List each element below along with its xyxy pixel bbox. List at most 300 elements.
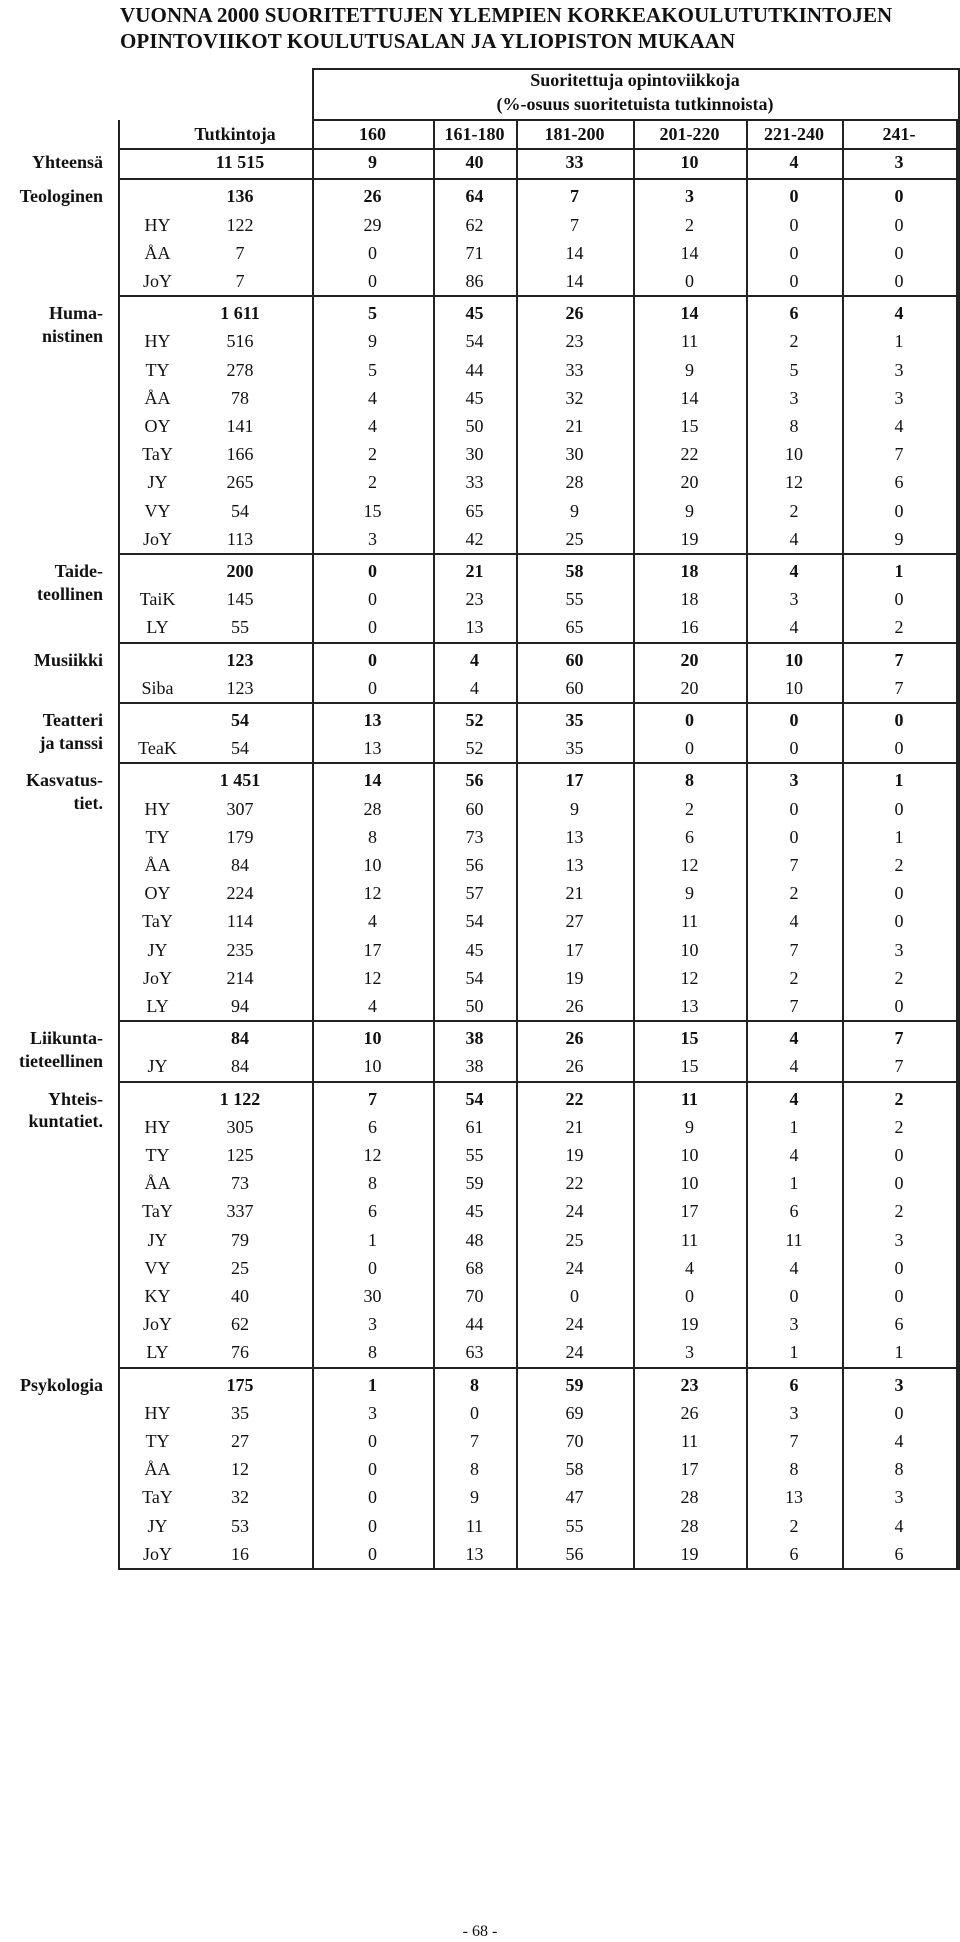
percent-value: 57 xyxy=(465,883,484,904)
university-code: VY xyxy=(144,500,171,521)
percent-value: 5 xyxy=(368,303,377,324)
percent-value: 6 xyxy=(685,826,694,847)
university-code: TaY xyxy=(142,911,173,932)
percent-value: 9 xyxy=(368,331,377,352)
percent-value: 7 xyxy=(789,1431,799,1451)
row-divider xyxy=(118,178,960,180)
percent-value: 10 xyxy=(785,444,803,465)
percent-value: 32 xyxy=(565,387,584,408)
percent-value: 3 xyxy=(368,528,377,549)
percent-value: 0 xyxy=(789,186,799,207)
table-row xyxy=(118,468,958,496)
percent-value: 15 xyxy=(680,416,699,436)
percent-value: 6 xyxy=(894,1543,904,1564)
university-code: ÅA xyxy=(144,1459,171,1480)
page-title xyxy=(120,2,950,54)
university-code: Siba xyxy=(141,677,174,698)
category-total-row xyxy=(118,182,958,210)
percent-value: 8 xyxy=(894,1459,904,1480)
column-divider xyxy=(633,120,635,1568)
percent-value: 0 xyxy=(894,738,904,759)
university-code: TaiK xyxy=(139,589,176,610)
percent-value: 30 xyxy=(465,444,484,465)
table-row xyxy=(118,440,958,468)
percent-value: 7 xyxy=(570,186,579,207)
total-label: Yhteensä xyxy=(32,152,103,173)
row-divider xyxy=(312,68,960,70)
degree-count: 32 xyxy=(231,1487,249,1508)
percent-value: 1 xyxy=(368,1229,377,1250)
row-divider xyxy=(118,295,960,297)
table-row xyxy=(118,1483,958,1511)
percent-value: 20 xyxy=(680,472,699,493)
university-code: LY xyxy=(146,996,169,1016)
university-code: HY xyxy=(144,1402,171,1423)
percent-value: 8 xyxy=(685,770,694,791)
degree-count: 278 xyxy=(226,359,254,380)
percent-value: 10 xyxy=(785,649,803,670)
percent-value: 9 xyxy=(894,528,904,549)
percent-value: 4 xyxy=(470,677,479,698)
university-code: JoY xyxy=(142,528,172,549)
percent-value: 63 xyxy=(465,1342,484,1363)
percent-value: 0 xyxy=(894,214,904,235)
percent-value: 2 xyxy=(789,967,799,988)
percent-value: 1 xyxy=(894,561,904,581)
percent-value: 68 xyxy=(465,1257,484,1278)
percent-value: 2 xyxy=(685,798,694,819)
university-code: TY xyxy=(145,1431,170,1451)
percent-value: 1 xyxy=(789,1116,799,1137)
percent-value: 15 xyxy=(680,1028,699,1049)
row-divider xyxy=(118,148,960,150)
table-row xyxy=(118,267,958,295)
percent-value: 0 xyxy=(685,710,694,730)
category-label: Teologinen xyxy=(19,186,103,207)
percent-value: 4 xyxy=(894,303,904,324)
category-label: Taide- xyxy=(54,561,103,581)
percent-value: 1 xyxy=(789,1342,799,1363)
degree-count: 337 xyxy=(226,1201,254,1222)
table-row xyxy=(118,674,958,702)
percent-value: 4 xyxy=(789,561,799,581)
percent-value: 60 xyxy=(565,649,584,670)
percent-value: 2 xyxy=(894,1116,904,1137)
percent-value: 11 xyxy=(680,911,699,932)
category-total-row xyxy=(118,646,958,674)
percent-value: 15 xyxy=(680,1056,699,1077)
percent-value: 25 xyxy=(565,528,584,549)
university-code: KY xyxy=(144,1286,171,1306)
percent-value: 9 xyxy=(685,359,694,380)
percent-value: 17 xyxy=(565,770,584,791)
percent-value: 22 xyxy=(680,444,699,465)
column-group-subtitle: (%-osuus suoritetuista tutkinnoista) xyxy=(496,94,774,114)
degree-count: 123 xyxy=(226,649,254,670)
percent-value: 55 xyxy=(565,589,584,610)
percent-value: 0 xyxy=(368,242,377,263)
degree-count: 1 451 xyxy=(219,770,261,791)
percent-value: 0 xyxy=(894,1257,904,1278)
table-row xyxy=(118,907,958,935)
percent-value: 28 xyxy=(363,798,382,819)
percent-value: 0 xyxy=(894,911,904,932)
degree-count: 54 xyxy=(231,710,249,730)
percent-value: 13 xyxy=(785,1487,803,1508)
percent-value: 18 xyxy=(680,589,699,610)
category-total-row xyxy=(118,1024,958,1052)
university-code: TY xyxy=(145,359,170,380)
percent-value: 7 xyxy=(789,939,799,960)
percent-value: 58 xyxy=(565,1459,584,1480)
percent-value: 24 xyxy=(565,1257,584,1278)
percent-value: 6 xyxy=(368,1116,377,1137)
percent-value: 2 xyxy=(368,472,377,493)
university-code: LY xyxy=(146,617,169,638)
percent-value: 52 xyxy=(465,738,484,759)
percent-value: 19 xyxy=(680,528,699,549)
percent-value: 0 xyxy=(894,186,904,207)
percent-value: 3 xyxy=(789,589,799,610)
university-code: HY xyxy=(144,1116,171,1137)
percent-value: 3 xyxy=(789,387,799,408)
percent-value: 3 xyxy=(894,359,904,380)
university-code: JoY xyxy=(142,1314,172,1335)
percent-value: 0 xyxy=(894,1402,904,1423)
percent-value: 1 xyxy=(789,1173,799,1194)
category-total-row xyxy=(118,766,958,794)
percent-value: 20 xyxy=(680,649,699,670)
percent-value: 12 xyxy=(680,855,699,875)
percent-value: 0 xyxy=(368,649,377,670)
university-code: OY xyxy=(144,416,171,436)
percent-value: 40 xyxy=(465,152,484,173)
title-line-2: OPINTOVIIKOT KOULUTUSALAN JA YLIOPISTON MUKAAN xyxy=(120,29,736,53)
degree-count: 307 xyxy=(226,798,254,819)
percent-value: 0 xyxy=(789,826,799,847)
percent-value: 17 xyxy=(680,1201,699,1222)
degree-count: 113 xyxy=(226,528,254,549)
column-header: 181-200 xyxy=(544,124,605,144)
percent-value: 0 xyxy=(368,1543,377,1564)
university-code: ÅA xyxy=(144,387,171,408)
percent-value: 70 xyxy=(565,1431,584,1451)
percent-value: 9 xyxy=(368,152,377,173)
percent-value: 19 xyxy=(565,967,584,988)
percent-value: 8 xyxy=(368,1342,377,1363)
page-number: - 68 - xyxy=(462,1923,498,1940)
percent-value: 54 xyxy=(465,1088,484,1109)
degree-count: 166 xyxy=(226,444,254,465)
row-labels xyxy=(0,0,118,1941)
category-label: Huma- xyxy=(49,303,103,324)
percent-value: 1 xyxy=(894,826,904,847)
percent-value: 4 xyxy=(368,911,377,932)
table-row xyxy=(118,734,958,762)
degree-count: 40 xyxy=(231,1286,249,1306)
percent-value: 4 xyxy=(894,1515,904,1536)
percent-value: 45 xyxy=(465,387,484,408)
percent-value: 0 xyxy=(789,271,799,291)
percent-value: 0 xyxy=(685,1286,694,1306)
percent-value: 3 xyxy=(789,770,799,791)
university-code: ÅA xyxy=(144,242,171,263)
percent-value: 0 xyxy=(368,1515,377,1536)
percent-value: 0 xyxy=(789,710,799,730)
percent-value: 7 xyxy=(894,677,904,698)
table-row xyxy=(118,851,958,879)
percent-value: 69 xyxy=(565,1402,584,1423)
degree-count: 62 xyxy=(231,1314,249,1335)
percent-value: 10 xyxy=(363,855,382,875)
percent-value: 26 xyxy=(363,186,382,207)
percent-value: 0 xyxy=(894,589,904,610)
university-code: JoY xyxy=(142,271,172,291)
percent-value: 23 xyxy=(680,1374,699,1395)
percent-value: 3 xyxy=(894,387,904,408)
category-label: Kasvatus- xyxy=(25,770,103,791)
table-row xyxy=(118,1226,958,1254)
degree-count: 54 xyxy=(231,738,249,759)
percent-value: 24 xyxy=(565,1201,584,1222)
university-code: TaY xyxy=(142,444,173,465)
percent-value: 7 xyxy=(894,1028,904,1049)
category-label: Liikunta- xyxy=(29,1028,103,1049)
percent-value: 3 xyxy=(894,1374,904,1395)
total-row xyxy=(118,148,958,176)
column-header: 160 xyxy=(359,124,386,144)
degree-count: 516 xyxy=(226,331,254,352)
table-row xyxy=(118,1455,958,1483)
degree-count: 122 xyxy=(226,214,254,235)
university-code: JoY xyxy=(142,967,172,988)
percent-value: 60 xyxy=(565,677,584,698)
percent-value: 73 xyxy=(465,826,484,847)
degree-count: 179 xyxy=(226,826,254,847)
percent-value: 65 xyxy=(465,500,484,521)
university-code: JY xyxy=(147,1515,168,1536)
percent-value: 70 xyxy=(465,1286,484,1306)
percent-value: 7 xyxy=(570,214,579,235)
percent-value: 2 xyxy=(685,214,694,235)
percent-value: 45 xyxy=(465,303,484,324)
university-code: TY xyxy=(145,1145,170,1165)
percent-value: 7 xyxy=(894,1056,904,1077)
university-code: JY xyxy=(147,472,168,493)
category-total-row xyxy=(118,299,958,327)
percent-value: 21 xyxy=(565,416,584,436)
percent-value: 6 xyxy=(789,1374,799,1395)
degree-count: 114 xyxy=(226,911,254,932)
university-code: JY xyxy=(147,1056,168,1077)
column-header: 201-220 xyxy=(659,124,720,144)
percent-value: 5 xyxy=(789,359,799,380)
university-code: HY xyxy=(144,798,171,819)
percent-value: 0 xyxy=(894,883,904,904)
percent-value: 38 xyxy=(465,1028,484,1049)
percent-value: 0 xyxy=(685,271,694,291)
percent-value: 0 xyxy=(894,500,904,521)
degree-count: 55 xyxy=(231,617,249,638)
percent-value: 56 xyxy=(465,855,484,875)
percent-value: 10 xyxy=(363,1056,382,1077)
percent-value: 1 xyxy=(368,1374,377,1395)
percent-value: 0 xyxy=(368,589,377,610)
percent-value: 0 xyxy=(368,561,377,581)
percent-value: 23 xyxy=(465,589,484,610)
degree-count: 7 xyxy=(235,271,245,291)
percent-value: 13 xyxy=(565,826,584,847)
percent-value: 0 xyxy=(789,1286,799,1306)
university-code: HY xyxy=(144,214,171,235)
table-row xyxy=(118,1540,958,1568)
percent-value: 71 xyxy=(465,242,484,263)
percent-value: 3 xyxy=(894,1487,904,1508)
percent-value: 17 xyxy=(565,939,584,960)
percent-value: 28 xyxy=(680,1487,699,1508)
percent-value: 56 xyxy=(565,1543,584,1564)
degree-count: 54 xyxy=(231,500,249,521)
degree-count: 27 xyxy=(231,1431,249,1451)
percent-value: 0 xyxy=(789,798,799,819)
percent-value: 60 xyxy=(465,798,484,819)
percent-value: 0 xyxy=(685,738,694,759)
percent-value: 20 xyxy=(680,677,699,698)
percent-value: 2 xyxy=(789,331,799,352)
degree-count: 73 xyxy=(231,1173,249,1194)
percent-value: 0 xyxy=(894,710,904,730)
percent-value: 6 xyxy=(894,1314,904,1335)
percent-value: 0 xyxy=(894,996,904,1016)
percent-value: 0 xyxy=(368,271,377,291)
percent-value: 2 xyxy=(368,444,377,465)
category-label: tiet. xyxy=(73,792,103,813)
column-divider xyxy=(746,120,748,1568)
percent-value: 12 xyxy=(363,967,382,988)
percent-value: 33 xyxy=(465,472,484,493)
percent-value: 33 xyxy=(565,152,584,173)
percent-value: 0 xyxy=(789,214,799,235)
percent-value: 24 xyxy=(565,1342,584,1363)
percent-value: 3 xyxy=(368,1314,377,1335)
percent-value: 14 xyxy=(363,770,382,791)
percent-value: 10 xyxy=(680,152,699,173)
percent-value: 8 xyxy=(368,1173,377,1194)
university-code: JY xyxy=(147,1229,168,1250)
percent-value: 1 xyxy=(894,1342,904,1363)
percent-value: 50 xyxy=(465,996,484,1016)
column-header-row xyxy=(118,120,958,148)
table-row xyxy=(118,1052,958,1080)
percent-value: 54 xyxy=(465,911,484,932)
percent-value: 6 xyxy=(789,1543,799,1564)
university-code: LY xyxy=(146,1342,169,1363)
table-row xyxy=(118,964,958,992)
column-divider xyxy=(516,120,518,1568)
percent-value: 1 xyxy=(894,770,904,791)
percent-value: 30 xyxy=(565,444,584,465)
university-code: JoY xyxy=(142,1543,172,1564)
percent-value: 0 xyxy=(894,798,904,819)
percent-value: 0 xyxy=(789,738,799,759)
table-row xyxy=(118,384,958,412)
degree-count: 94 xyxy=(231,996,249,1016)
percent-value: 59 xyxy=(465,1173,484,1194)
percent-value: 12 xyxy=(785,472,803,493)
percent-value: 9 xyxy=(470,1487,479,1508)
percent-value: 61 xyxy=(465,1116,484,1137)
percent-value: 2 xyxy=(894,1201,904,1222)
percent-value: 10 xyxy=(785,677,803,698)
percent-value: 0 xyxy=(570,1286,579,1306)
degree-count: 76 xyxy=(231,1342,249,1363)
degree-count: 125 xyxy=(226,1145,254,1165)
percent-value: 1 xyxy=(894,331,904,352)
percent-value: 18 xyxy=(680,561,699,581)
title-line-1: VUONNA 2000 SUORITETTUJEN YLEMPIEN KORKEAKOULUTUTKINTOJEN xyxy=(120,3,893,27)
percent-value: 5 xyxy=(368,359,377,380)
degree-count: 224 xyxy=(226,883,254,904)
degree-count: 200 xyxy=(226,561,254,581)
percent-value: 12 xyxy=(363,883,382,904)
column-header: 221-240 xyxy=(764,124,824,144)
percent-value: 19 xyxy=(680,1314,699,1335)
degree-count: 25 xyxy=(231,1257,249,1278)
percent-value: 52 xyxy=(465,710,484,730)
degree-count: 7 xyxy=(235,242,245,263)
degree-count: 78 xyxy=(231,387,249,408)
percent-value: 8 xyxy=(789,416,799,436)
category-label: Yhteis- xyxy=(48,1088,103,1109)
percent-value: 26 xyxy=(565,1056,584,1077)
percent-value: 6 xyxy=(789,303,799,324)
row-divider xyxy=(118,1367,960,1369)
table-row xyxy=(118,525,958,553)
degree-count: 53 xyxy=(231,1515,249,1536)
percent-value: 22 xyxy=(565,1173,584,1194)
table-row xyxy=(118,1338,958,1366)
percent-value: 3 xyxy=(894,939,904,960)
percent-value: 13 xyxy=(565,855,584,875)
degree-count: 145 xyxy=(226,589,254,610)
percent-value: 6 xyxy=(789,1201,799,1222)
column-divider xyxy=(312,68,314,1568)
degree-count: 1 122 xyxy=(219,1088,261,1109)
table-row xyxy=(118,1512,958,1540)
percent-value: 4 xyxy=(368,387,377,408)
university-code: HY xyxy=(144,331,171,352)
percent-value: 4 xyxy=(368,996,377,1016)
category-label: Musiikki xyxy=(33,649,103,670)
degree-count: 141 xyxy=(226,416,254,436)
percent-value: 0 xyxy=(789,242,799,263)
percent-value: 4 xyxy=(789,617,799,638)
table-row xyxy=(118,936,958,964)
percent-value: 12 xyxy=(680,967,699,988)
category-label: Psykologia xyxy=(19,1374,103,1395)
degree-count: 235 xyxy=(226,939,254,960)
percent-value: 56 xyxy=(465,770,484,791)
degree-count: 175 xyxy=(226,1374,254,1395)
percent-value: 86 xyxy=(465,271,484,291)
table-row xyxy=(118,211,958,239)
percent-value: 3 xyxy=(894,152,904,173)
percent-value: 10 xyxy=(680,939,699,960)
category-label: kuntatiet. xyxy=(28,1111,103,1132)
percent-value: 23 xyxy=(565,331,584,352)
table-row xyxy=(118,497,958,525)
percent-value: 14 xyxy=(565,242,584,263)
